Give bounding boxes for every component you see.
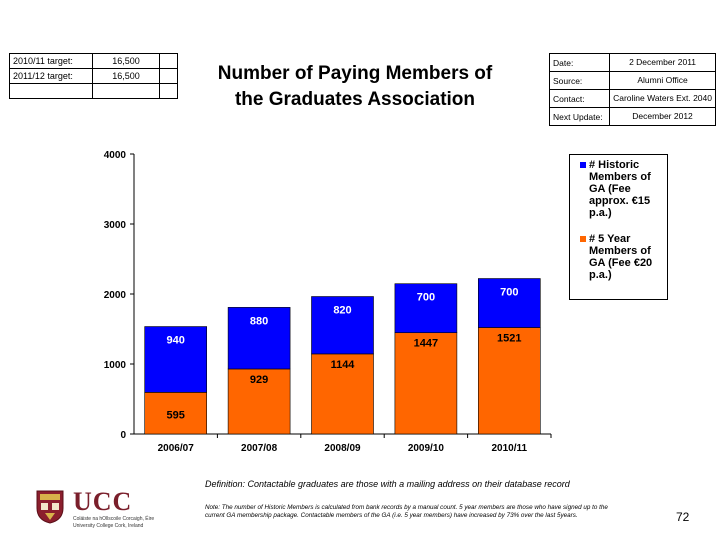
target-value: 16,500 (93, 54, 160, 69)
data-label-five-year: 595 (166, 409, 185, 422)
data-label-historic: 940 (166, 334, 185, 347)
legend-item-historic (580, 159, 666, 219)
data-label-historic: 700 (500, 286, 519, 299)
legend-label-historic: # Historic Members of GA (Fee approx. €15 p.a.) (589, 159, 651, 220)
data-label-five-year: 1144 (330, 358, 355, 371)
title-line-2: the Graduates Association (234, 88, 476, 110)
data-label-historic: 880 (249, 315, 269, 328)
y-tick-label: 4000 (103, 150, 126, 161)
x-tick-label: 2007/08 (241, 443, 278, 454)
legend-item-five-year (580, 233, 666, 281)
page-number: 72 (676, 510, 690, 524)
meta-label: Source: (550, 72, 610, 90)
meta-value: Alumni Office (610, 72, 716, 90)
meta-value: Caroline Waters Ext. 2040 (610, 90, 716, 108)
title-line-1: Number of Paying Members of (217, 63, 493, 84)
x-tick-label: 2006/07 (157, 443, 194, 454)
meta-label: Date: (550, 54, 610, 72)
logo-subtitle-english: University College Cork, Ireland (73, 523, 144, 529)
x-tick-label: 2009/10 (407, 443, 444, 454)
legend-swatch-historic (580, 162, 586, 168)
data-label-five-year: 929 (249, 373, 269, 386)
chart-legend (569, 154, 668, 300)
ucc-logo (36, 487, 226, 534)
data-label-historic: 820 (333, 304, 352, 317)
note-text: Note: The number of Historic Members is calculated from bank records by a manual count. 5 year members are those who have signed up to the current GA membership package. Contactable members of the GA (i.e. 5 year members) have increased by 73% over the last 5years. (205, 504, 608, 520)
logo-subtitle-irish: Coláiste na hOllscoile Corcaigh, Éire (73, 516, 155, 522)
data-label-five-year: 1521 (497, 332, 522, 345)
y-tick-label: 2000 (103, 290, 126, 301)
meta-value: December 2012 (610, 108, 716, 126)
y-tick-label: 1000 (103, 360, 126, 371)
data-label-historic: 700 (416, 291, 436, 304)
legend-swatch-five-year (580, 236, 586, 242)
x-tick-label: 2010/11 (491, 443, 528, 454)
meta-value: 2 December 2011 (610, 54, 716, 72)
x-tick-label: 2008/09 (324, 443, 361, 454)
definition-text: Definition: Contactable graduates are those with a mailing address on their database record (205, 479, 570, 489)
target-value: 16,500 (93, 69, 160, 84)
target-label: 2011/12 target: (10, 69, 93, 84)
data-label-five-year: 1447 (413, 337, 439, 350)
legend-label-five-year: # 5 Year Members of GA (Fee €20 p.a.) (589, 233, 653, 282)
crest-icon (36, 490, 64, 524)
y-tick-label: 0 (120, 430, 126, 441)
meta-label: Contact: (550, 90, 610, 108)
logo-wordmark: UCC (73, 487, 133, 516)
meta-label: Next Update: (550, 108, 610, 126)
y-tick-label: 3000 (103, 220, 126, 231)
target-label: 2010/11 target: (10, 54, 93, 69)
